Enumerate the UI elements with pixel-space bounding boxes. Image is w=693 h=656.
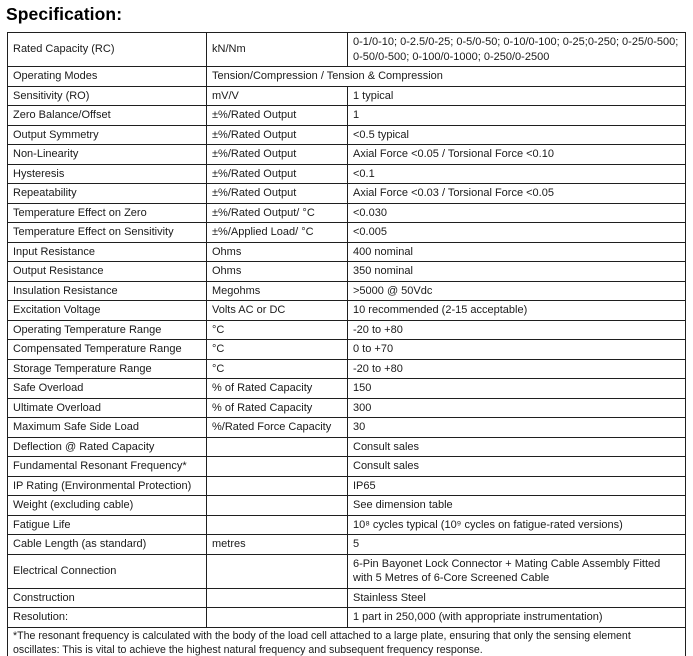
table-row <box>8 86 686 106</box>
spec-value: 1 part in 250,000 (with appropriate instrumentation) <box>348 608 686 628</box>
table-row <box>8 535 686 555</box>
table-row <box>8 223 686 243</box>
spec-unit <box>207 496 348 516</box>
spec-value: Axial Force <0.03 / Torsional Force <0.05 <box>348 184 686 204</box>
spec-unit: metres <box>207 535 348 555</box>
spec-unit <box>207 457 348 477</box>
spec-value: 30 <box>348 418 686 438</box>
spec-label: Cable Length (as standard) <box>8 535 207 555</box>
spec-unit: % of Rated Capacity <box>207 398 348 418</box>
spec-label: Excitation Voltage <box>8 301 207 321</box>
spec-label: Weight (excluding cable) <box>8 496 207 516</box>
spec-unit: %/Rated Force Capacity <box>207 418 348 438</box>
spec-label: Safe Overload <box>8 379 207 399</box>
spec-label: Input Resistance <box>8 242 207 262</box>
spec-unit: Ohms <box>207 242 348 262</box>
footnote-text: *The resonant frequency is calculated with the body of the load cell attached to a large plate, ensuring that only the sensing element oscillates: This is vital to achieve the highest natural frequency and subsequent frequency response. <box>8 627 686 656</box>
spec-unit: ±%/Rated Output <box>207 125 348 145</box>
spec-value: 1 typical <box>348 86 686 106</box>
table-row <box>8 33 686 67</box>
spec-unit: kN/Nm <box>207 33 348 67</box>
table-row <box>8 184 686 204</box>
spec-value: -20 to +80 <box>348 359 686 379</box>
spec-label: Resolution: <box>8 608 207 628</box>
spec-unit <box>207 588 348 608</box>
table-row <box>8 203 686 223</box>
spec-unit <box>207 437 348 457</box>
table-row <box>8 340 686 360</box>
table-row <box>8 515 686 535</box>
table-row <box>8 320 686 340</box>
spec-table-body <box>8 33 686 628</box>
spec-value: Consult sales <box>348 457 686 477</box>
spec-label: Operating Modes <box>8 67 207 87</box>
spec-unit: Ohms <box>207 262 348 282</box>
table-row <box>8 398 686 418</box>
spec-value: 400 nominal <box>348 242 686 262</box>
table-row <box>8 242 686 262</box>
spec-unit <box>207 554 348 588</box>
spec-unit: °C <box>207 320 348 340</box>
spec-value: <0.030 <box>348 203 686 223</box>
spec-value: Stainless Steel <box>348 588 686 608</box>
spec-label: Output Resistance <box>8 262 207 282</box>
table-row <box>8 145 686 165</box>
table-row <box>8 588 686 608</box>
spec-value: 10 recommended (2-15 acceptable) <box>348 301 686 321</box>
spec-value: 150 <box>348 379 686 399</box>
spec-label: Fundamental Resonant Frequency* <box>8 457 207 477</box>
spec-label: Fatigue Life <box>8 515 207 535</box>
spec-label: Non-Linearity <box>8 145 207 165</box>
spec-unit: mV/V <box>207 86 348 106</box>
spec-value: 0 to +70 <box>348 340 686 360</box>
spec-unit <box>207 476 348 496</box>
table-row <box>8 125 686 145</box>
spec-label: Insulation Resistance <box>8 281 207 301</box>
table-row <box>8 262 686 282</box>
spec-label: Temperature Effect on Sensitivity <box>8 223 207 243</box>
spec-unit: ±%/Rated Output/ °C <box>207 203 348 223</box>
spec-value: 0-1/0-10; 0-2.5/0-25; 0-5/0-50; 0-10/0-100; 0-25;0-250; 0-25/0-500; 0-50/0-500; 0-100/0-1000; 0-250/0-2500 <box>348 33 686 67</box>
spec-value: <0.005 <box>348 223 686 243</box>
spec-label: IP Rating (Environmental Protection) <box>8 476 207 496</box>
spec-unit: Megohms <box>207 281 348 301</box>
spec-label: Hysteresis <box>8 164 207 184</box>
table-row <box>8 379 686 399</box>
spec-label: Storage Temperature Range <box>8 359 207 379</box>
spec-label: Deflection @ Rated Capacity <box>8 437 207 457</box>
spec-value: 300 <box>348 398 686 418</box>
table-row <box>8 281 686 301</box>
table-row <box>8 496 686 516</box>
spec-value: See dimension table <box>348 496 686 516</box>
spec-label: Zero Balance/Offset <box>8 106 207 126</box>
spec-label: Operating Temperature Range <box>8 320 207 340</box>
spec-value: 10⁸ cycles typical (10⁹ cycles on fatigue-rated versions) <box>348 515 686 535</box>
spec-label: Temperature Effect on Zero <box>8 203 207 223</box>
spec-value: 6-Pin Bayonet Lock Connector + Mating Cable Assembly Fitted with 5 Metres of 6-Core Screened Cable <box>348 554 686 588</box>
spec-label: Output Symmetry <box>8 125 207 145</box>
spec-unit: °C <box>207 340 348 360</box>
spec-unit: °C <box>207 359 348 379</box>
spec-unit: ±%/Rated Output <box>207 106 348 126</box>
spec-label: Rated Capacity (RC) <box>8 33 207 67</box>
spec-unit: ±%/Rated Output <box>207 184 348 204</box>
spec-unit: Volts AC or DC <box>207 301 348 321</box>
spec-value-merged: Tension/Compression / Tension & Compression <box>207 67 686 87</box>
spec-unit: ±%/Rated Output <box>207 145 348 165</box>
spec-unit: ±%/Rated Output <box>207 164 348 184</box>
spec-label: Construction <box>8 588 207 608</box>
spec-value: <0.5 typical <box>348 125 686 145</box>
table-row <box>8 457 686 477</box>
table-row <box>8 359 686 379</box>
spec-label: Electrical Connection <box>8 554 207 588</box>
table-row <box>8 476 686 496</box>
table-row <box>8 418 686 438</box>
table-row <box>8 554 686 588</box>
table-row <box>8 301 686 321</box>
spec-label: Sensitivity (RO) <box>8 86 207 106</box>
table-row <box>8 106 686 126</box>
spec-unit <box>207 608 348 628</box>
table-row <box>8 608 686 628</box>
page-title: Specification: <box>6 4 123 24</box>
spec-value: Axial Force <0.05 / Torsional Force <0.10 <box>348 145 686 165</box>
spec-table-footer <box>8 627 686 656</box>
spec-unit: ±%/Applied Load/ °C <box>207 223 348 243</box>
spec-label: Ultimate Overload <box>8 398 207 418</box>
footnote-row <box>8 627 686 656</box>
table-row <box>8 164 686 184</box>
spec-unit <box>207 515 348 535</box>
spec-value: >5000 @ 50Vdc <box>348 281 686 301</box>
spec-label: Compensated Temperature Range <box>8 340 207 360</box>
spec-value: 1 <box>348 106 686 126</box>
table-row <box>8 67 686 87</box>
table-row <box>8 437 686 457</box>
spec-label: Maximum Safe Side Load <box>8 418 207 438</box>
spec-value: 5 <box>348 535 686 555</box>
spec-value: <0.1 <box>348 164 686 184</box>
spec-value: -20 to +80 <box>348 320 686 340</box>
spec-value: 350 nominal <box>348 262 686 282</box>
spec-value: IP65 <box>348 476 686 496</box>
spec-label: Repeatability <box>8 184 207 204</box>
specification-table <box>7 32 686 656</box>
spec-value: Consult sales <box>348 437 686 457</box>
spec-unit: % of Rated Capacity <box>207 379 348 399</box>
